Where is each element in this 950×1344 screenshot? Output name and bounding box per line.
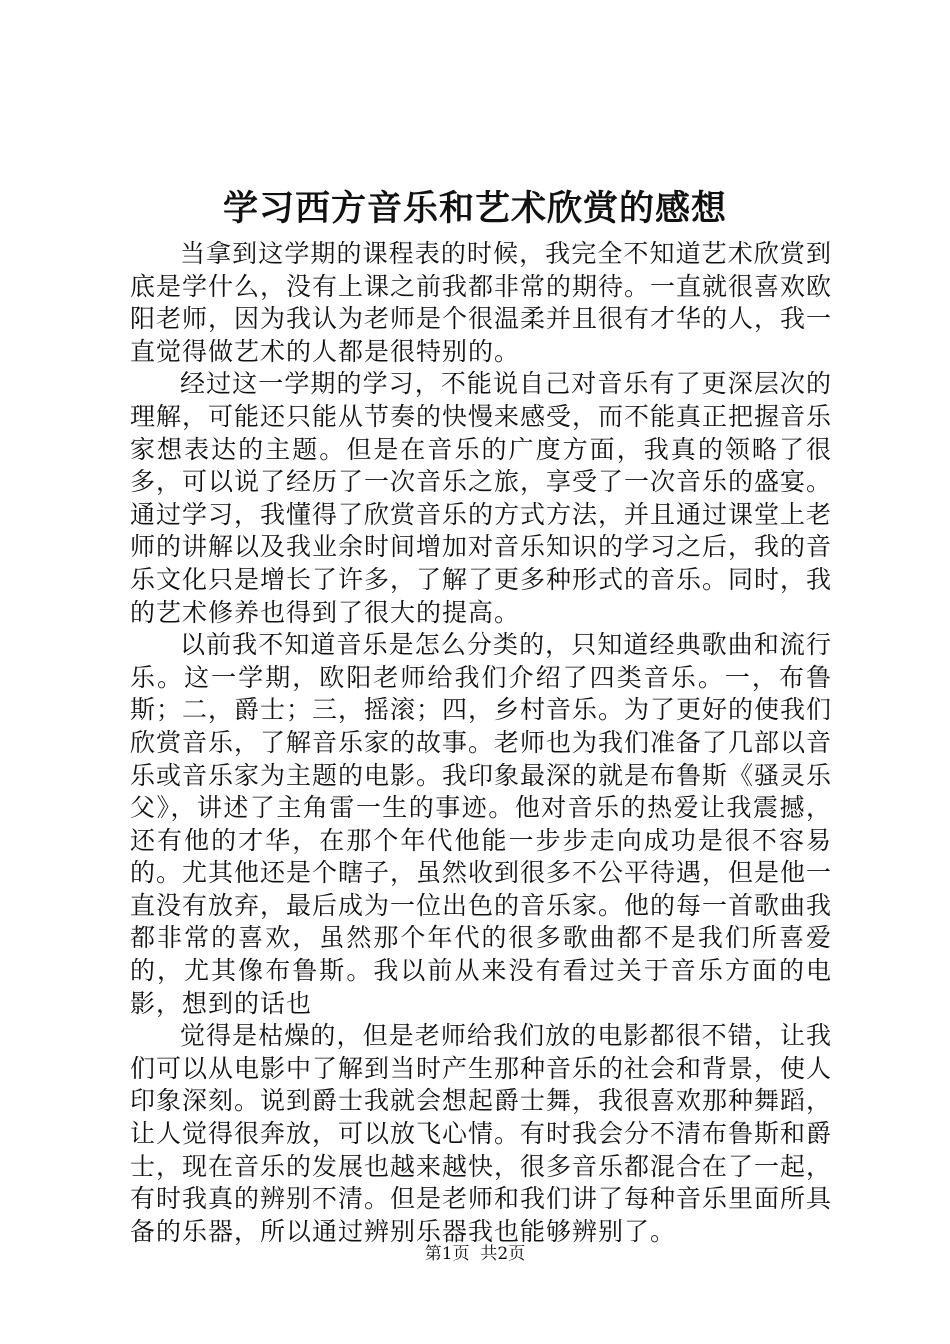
page-number: 第1页 [424,1244,470,1264]
page-footer [0,1243,950,1265]
paragraph-2: 经过这一学期的学习，不能说自己对音乐有了更深层次的理解，可能还只能从节奏的快慢来感受，而不能真正把握音乐家想表达的主题。但是在音乐的广度方面，我真的领略了很多，可以说了经历了一次音乐之旅，享受了一次音乐的盛宴。通过学习，我懂得了欣赏音乐的方式方法，并且通过课堂上老师的讲解以及我业余时间增加对音乐知识的学习之后，我的音乐文化只是增长了许多，了解了更多种形式的音乐。同时，我的艺术修养也得到了很大的提高。 [130,369,833,627]
paragraph-4: 觉得是枯燥的，但是老师给我们放的电影都很不错，让我们可以从电影中了解到当时产生那种音乐的社会和背景，使人印象深刻。说到爵士我就会想起爵士舞，我很喜欢那种舞蹈，让人觉得很奔放，可以放飞心情。有时我会分不清布鲁斯和爵士，现在音乐的发展也越来越快，很多音乐都混合在了一起，有时我真的辨别不清。但是老师和我们讲了每种音乐里面所具备的乐器，所以通过辨别乐器我也能够辨别了。 [130,1021,833,1246]
paragraph-3: 以前我不知道音乐是怎么分类的，只知道经典歌曲和流行乐。这一学期，欧阳老师给我们介绍了四类音乐。一，布鲁斯；二，爵士；三，摇滚；四，乡村音乐。为了更好的使我们欣赏音乐，了解音乐家的故事。老师也为我们准备了几部以音乐或音乐家为主题的电影。我印象最深的就是布鲁斯《骚灵乐父》，讲述了主角雷一生的事迹。他对音乐的热爱让我震撼，还有他的才华，在那个年代他能一步步走向成功是很不容易的。尤其他还是个瞎子，虽然收到很多不公平待遇，但是他一直没有放弃，最后成为一位出色的音乐家。他的每一首歌曲我都非常的喜欢，虽然那个年代的很多歌曲都不是我们所喜爱的，尤其像布鲁斯。我以前从来没有看过关于音乐方面的电影，想到的话也 [130,630,833,1018]
page-total: 共2页 [480,1244,526,1264]
document-title: 学习西方音乐和艺术欣赏的感想 [222,188,727,229]
paragraph-1: 当拿到这学期的课程表的时候，我完全不知道艺术欣赏到底是学什么，没有上课之前我都非常的期待。一直就很喜欢欧阳老师，因为我认为老师是个很温柔并且很有才华的人，我一直觉得做艺术的人都是很特别的。 [130,239,833,366]
document-body [130,238,832,1248]
